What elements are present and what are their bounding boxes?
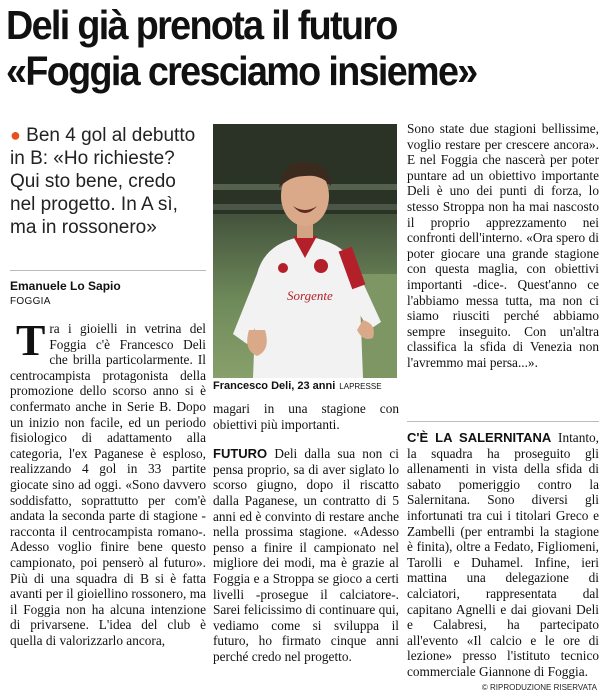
- headline: [6, 2, 554, 94]
- headline-line-2: «Foggia cresciamo insieme»: [6, 48, 477, 94]
- summary: [10, 124, 206, 239]
- section-kicker-salernitana: C'È LA SALERNITANA: [407, 430, 552, 445]
- drop-cap: T: [16, 316, 46, 365]
- article-text-col3b: Intanto, la squadra ha proseguito gli allenamenti in vista della sfida di sabato pomeriggio contro la Salernitana. Sono diversi gli infortunati tra cui i titolari Greco e Zambelli (per entrambi la stagione è finita), oltre a Fedato, Figliomeni, Tarolli e Duhamel. Infine, ieri mattina una delegazione di calciatori, rappresentata dal capitano Agnelli e dai giovani Deli e Calabresi, ha partecipato all'evento «Il calcio e le ore di lezione» presso l'istituto tecnico commerciale Giannone di Foggia.: [407, 430, 600, 679]
- bullet-icon: ●: [10, 125, 21, 145]
- photo-caption: [213, 380, 399, 392]
- article-column-3-bottom: [407, 430, 599, 680]
- byline: [10, 270, 206, 307]
- article-text-col3a: Sono state due stagioni bellissime, voglio restare per crescere ancora». E nel Foggia che nascerà per poter puntare ad un obiettivo importante Deli è uno dei punti di forza, lo stesso Stroppa non ha mai nascosto il proprio apprezzamento nei confronti dell'interno. «Ora spero di poter giocare una grande stagione con questa maglia, con obiettivi importanti -dice-. Quest'anno ce l'abbiamo messa tutta, ma non ci siamo riusciti perché abbiamo sempre inseguito. Con un'altra classifica la sfida di Venezia non l'avremmo mai persa...».: [407, 121, 599, 370]
- headline-line-1: Deli già prenota il futuro: [6, 2, 397, 48]
- article-column-3: [407, 121, 599, 371]
- section-kicker-futuro: FUTURO: [213, 446, 268, 462]
- player-photo-illustration: [213, 124, 397, 378]
- article-text-col2b: Deli dalla sua non ci pensa proprio, sa di aver siglato lo scorso giugno, dopo il riscatto dalla Paganese, un contratto di 5 anni ed è convinto di restare anche nella prossima stagione. «Adesso penso a finire il campionato nel migliore dei modi, ma è grazie al Foggia e a Stroppa se gioco a certi livelli -prosegue il calciatore-. Sarei felicissimo di continuare qui, vediamo come si sviluppa il futuro, ho firmato cinque anni perché credo nel progetto.: [213, 446, 400, 664]
- article-column-1: [10, 316, 206, 648]
- column-divider: [407, 421, 599, 422]
- caption-name: Francesco Deli, 23 anni: [213, 380, 336, 392]
- article-text-col1: ra i gioielli in vetrina del Foggia c'è Francesco Deli che brilla particolarmente. Il centrocampista protagonista della promozione dello scorso anno si è confermato anche in Serie B. Dopo un inizio non facile, ed un periodo fisiologico di adattamento alla categoria, l'ex Paganese è esploso, realizzando 4 gol in 33 partite giocate sino ad oggi. «Sono davvero soddisfatto, soprattutto per com'è andata la seconda parte di stagione -racconta il centrocampista romano-. Adesso voglio finire bene questo campionato, poi penserò al futuro». Più di una squadra di B si è fatta avanti per il gioiellino rossonero, ma il Foggia non ha alcuna intenzione di privarsene. L'idea del club è quella di valorizzarlo ancora,: [10, 321, 206, 648]
- rights-notice: © RIPRODUZIONE RISERVATA: [481, 683, 597, 692]
- jersey-sponsor-text: Sorgente: [287, 288, 333, 303]
- dateline-location: FOGGIA: [10, 296, 51, 307]
- article-column-2: [213, 401, 399, 665]
- summary-text: Ben 4 gol al debutto in B: «Ho richieste? Qui sto bene, credo nel progetto. In A sì, ma in rossonero»: [10, 125, 196, 238]
- article-text-col2a: magari in una stagione con obiettivi più importanti.: [213, 401, 399, 432]
- player-photo: [213, 124, 397, 378]
- photo-credit: LAPRESSE: [339, 382, 382, 391]
- author-name: Emanuele Lo Sapio: [10, 279, 121, 293]
